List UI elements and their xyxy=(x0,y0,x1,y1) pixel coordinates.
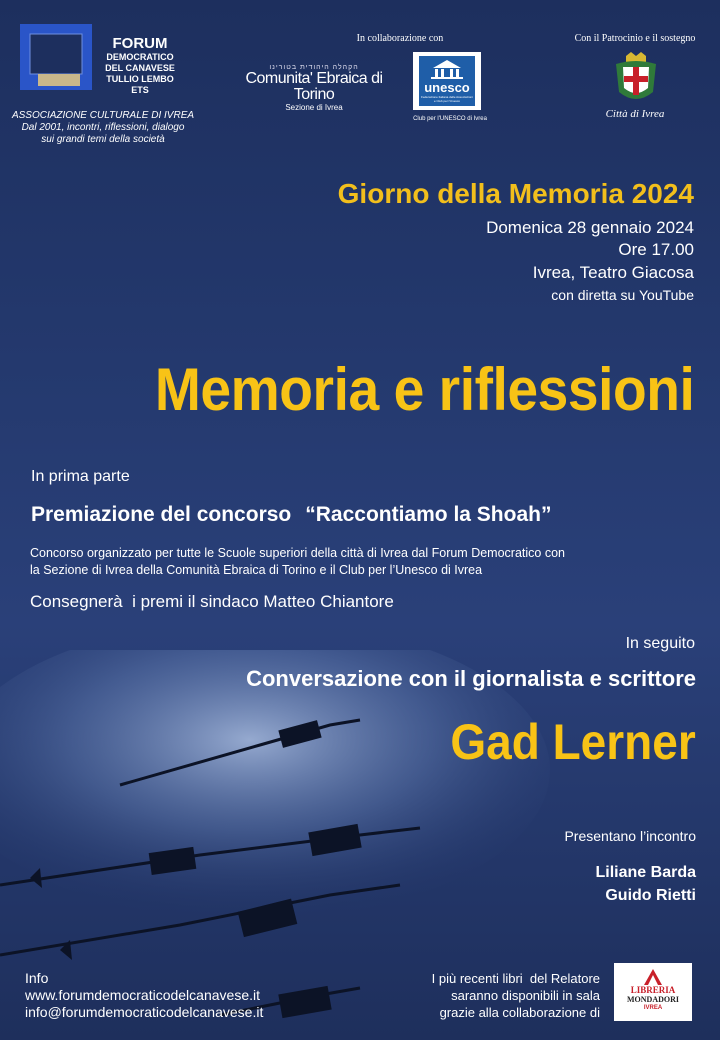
contest-description xyxy=(30,545,670,579)
collab-label: In collaborazione con xyxy=(356,33,444,44)
info-label: Info xyxy=(25,970,49,986)
forum-name xyxy=(100,35,180,96)
following-label: In seguito xyxy=(625,635,695,652)
books-note-line-3: grazie alla collaborazione di xyxy=(439,1005,600,1020)
forum-logo-icon xyxy=(20,24,92,90)
speaker-name: Gad Lerner xyxy=(450,714,696,770)
event-time: Ore 17.00 xyxy=(618,240,694,259)
citta-ivrea-label: Città di Ivrea xyxy=(605,108,665,120)
unesco-logo xyxy=(413,52,481,110)
patrocinio-label: Con il Patrocinio e il sostegno xyxy=(574,33,696,44)
presenters-label: Presentano l’incontro xyxy=(564,828,696,844)
books-note-line-1: I più recenti libri del Relatore xyxy=(431,971,600,986)
libreria-line-2: MONDADORI xyxy=(627,995,679,1004)
unesco-club-label: Club per l'UNESCO di Ivrea xyxy=(413,116,487,122)
presenter-1: Liliane Barda xyxy=(595,864,696,881)
association-tagline xyxy=(8,110,198,146)
contest-description-line-2: la Sezione di Ivrea della Comunità Ebraica di Torino e il Club per l’Unesco di Ivrea xyxy=(30,563,483,577)
forum-sub3: TULLIO LEMBO ETS xyxy=(106,74,174,95)
libreria-mondadori-logo xyxy=(614,963,692,1021)
event-livestream: con diretta su YouTube xyxy=(551,287,694,303)
forum-title: FORUM xyxy=(112,35,168,52)
comunita-ebraica-logo xyxy=(232,64,396,112)
unesco-federation: Federazione Italiana delle Associazioni e Club per l'Unesco xyxy=(421,95,473,103)
event-heading: Giorno della Memoria 2024 xyxy=(337,178,694,209)
comunita-name: Comunita' Ebraica di Torino xyxy=(245,70,383,103)
contest-name: “Raccontiamo la Shoah” xyxy=(305,503,552,526)
assoc-line-1: ASSOCIAZIONE CULTURALE DI IVREA xyxy=(11,110,195,121)
conversation-heading: Conversazione con il giornalista e scrittore xyxy=(246,666,696,691)
mayor-award-line: Consegnerà i premi il sindaco Matteo Chiantore xyxy=(30,592,394,611)
books-note-line-2: saranno disponibili in sala xyxy=(451,988,600,1003)
award-heading xyxy=(31,503,551,527)
presenter-2: Guido Rietti xyxy=(605,887,696,904)
event-date: Domenica 28 gennaio 2024 xyxy=(486,218,694,237)
info-block xyxy=(25,970,263,1021)
unesco-word: unesco xyxy=(424,80,470,95)
libreria-line-1: LIBRERIA xyxy=(630,985,676,995)
books-note xyxy=(405,970,600,1021)
assoc-line-2: Dal 2001, incontri, riflessioni, dialogo xyxy=(21,122,185,133)
city-crest-icon xyxy=(611,52,661,108)
award-label: Premiazione del concorso xyxy=(31,503,292,526)
first-part-label: In prima parte xyxy=(31,468,130,485)
forum-sub2: DEL CANAVESE xyxy=(105,63,175,73)
comunita-hebrew: הקהלה היהודית בטורינו xyxy=(269,64,359,71)
website-link[interactable]: www.forumdemocraticodelcanavese.it xyxy=(25,987,260,1003)
assoc-line-3: sui grandi temi della società xyxy=(41,134,165,145)
main-title: Memoria e riflessioni xyxy=(154,356,694,423)
libreria-line-3: IVREA xyxy=(643,1005,663,1011)
event-venue: Ivrea, Teatro Giacosa xyxy=(532,263,694,282)
comunita-section: Sezione di Ivrea xyxy=(285,103,343,112)
forum-sub1: DEMOCRATICO xyxy=(106,52,174,62)
email-link[interactable]: info@forumdemocraticodelcanavese.it xyxy=(25,1004,264,1020)
contest-description-line-1: Concorso organizzato per tutte le Scuole superiori della città di Ivrea dal Forum Democratico con xyxy=(30,546,565,560)
